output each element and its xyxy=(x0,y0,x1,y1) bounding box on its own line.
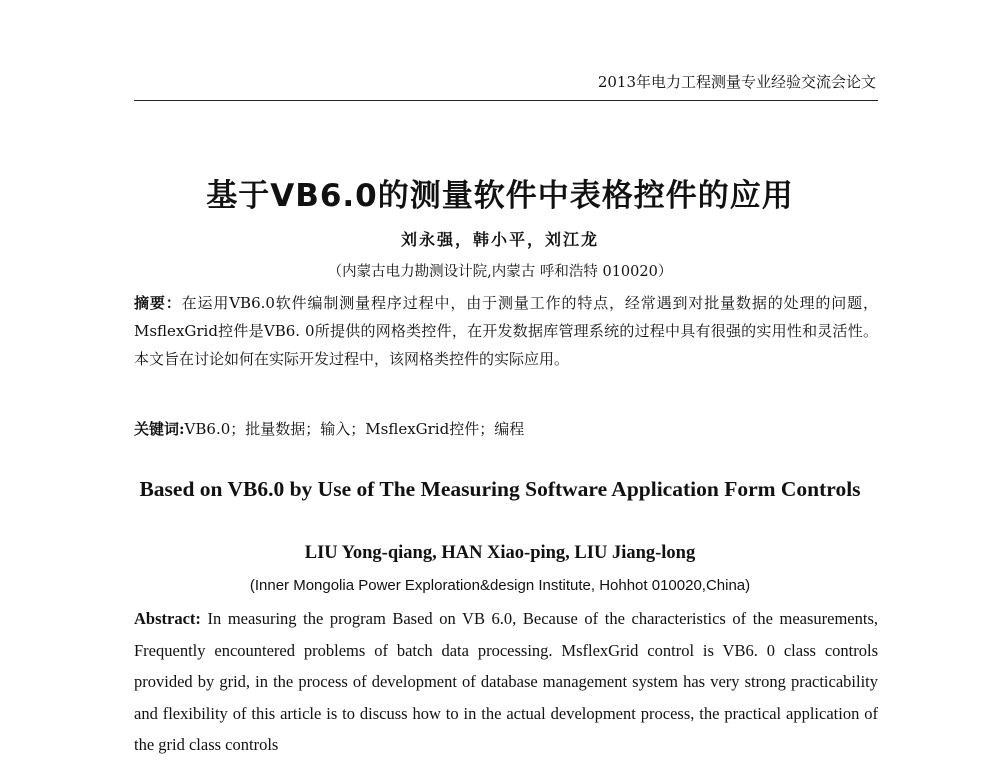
chinese-keywords xyxy=(134,415,878,443)
header-rule xyxy=(134,100,878,101)
english-affiliation: (Inner Mongolia Power Exploration&design Institute, Hohhot 010020,China) xyxy=(249,577,751,594)
chinese-title: 基于VB6.0的测量软件中表格控件的应用 xyxy=(206,178,794,214)
english-abstract-label: Abstract: xyxy=(134,609,201,628)
chinese-keywords-text: VB6.0；批量数据；输入；MsflexGrid控件；编程 xyxy=(184,420,525,438)
chinese-abstract-label: 摘要： xyxy=(134,294,182,312)
chinese-abstract-text: 在运用VB6.0软件编制测量程序过程中，由于测量工作的特点，经常遇到对批量数据的处理的问题， MsflexGrid控件是VB6. 0所提供的网格类控件，在开发数据库管理系统的过程中具有很强的实用性和灵活性。本文旨在讨论如何在实际开发过程中，该网格类控件的实际应用。 xyxy=(134,294,878,368)
chinese-affiliation: （内蒙古电力勘测设计院,内蒙古 呼和浩特 010020） xyxy=(327,264,673,280)
english-authors: LIU Yong-qiang, HAN Xiao-ping, LIU Jiang-long xyxy=(304,543,696,563)
english-abstract xyxy=(134,603,878,761)
chinese-authors: 刘永强，韩小平，刘江龙 xyxy=(400,230,599,249)
chinese-keywords-label: 关键词: xyxy=(134,420,185,438)
english-title: Based on VB6.0 by Use of The Measuring Software Application Form Controls xyxy=(139,477,861,501)
english-abstract-text: In measuring the program Based on VB 6.0, Because of the characteristics of the measurements, Frequently encountered problems of batch data processing. MsflexGrid control is VB6. 0 class controls provided by grid, in the process of development of database management system has very strong practicability and flexibility of this article is to discuss how to in the actual development process, the practical application of the grid class controls xyxy=(134,609,879,754)
running-head: 2013年电力工程测量专业经验交流会论文 xyxy=(597,73,876,91)
chinese-abstract xyxy=(134,289,878,373)
